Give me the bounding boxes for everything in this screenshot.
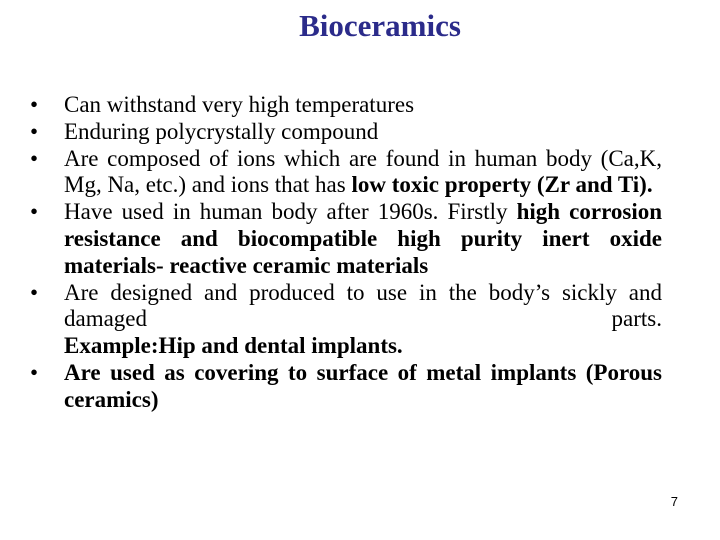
- bullet-bold-text: Are used as covering to surface of metal implants (Porous ceramics): [64, 359, 662, 412]
- bullet-icon: •: [30, 145, 39, 171]
- bullet-text: Enduring polycrystally compound: [64, 118, 379, 144]
- bullet-icon: •: [30, 279, 39, 305]
- bullet-icon: •: [30, 92, 39, 117]
- bullet-list: [30, 92, 662, 414]
- bullet-text: Have used in human body after 1960s. Firstly: [64, 199, 508, 225]
- bullet-item: [30, 280, 662, 360]
- bullet-item: [30, 199, 662, 279]
- bullet-bold-text: Example:Hip and dental implants.: [64, 333, 403, 359]
- bullet-text: Can withstand very high temperatures: [64, 92, 415, 117]
- bullet-icon: •: [30, 359, 39, 385]
- bullet-icon: •: [30, 118, 39, 144]
- bullet-bold-text: high corrosion resistance and biocompatible high purity inert oxide materials- reactive ceramic materials: [64, 199, 663, 278]
- page-number: 7: [670, 494, 678, 509]
- bullet-text: Are designed and produced to use in the body’s sickly and damaged parts.: [64, 279, 662, 332]
- bullet-item: [30, 146, 662, 200]
- bullet-item: [30, 119, 662, 146]
- bullet-bold-text: low toxic property (Zr and Ti).: [351, 172, 653, 198]
- bullet-item: [30, 92, 662, 119]
- bullet-icon: •: [30, 199, 39, 225]
- bullet-text: Are composed of ions which are found in human body (Ca,K, Mg, Na, etc.) and ions that has: [64, 145, 662, 198]
- slide-title: Bioceramics: [299, 8, 461, 43]
- bullet-item: [30, 360, 662, 414]
